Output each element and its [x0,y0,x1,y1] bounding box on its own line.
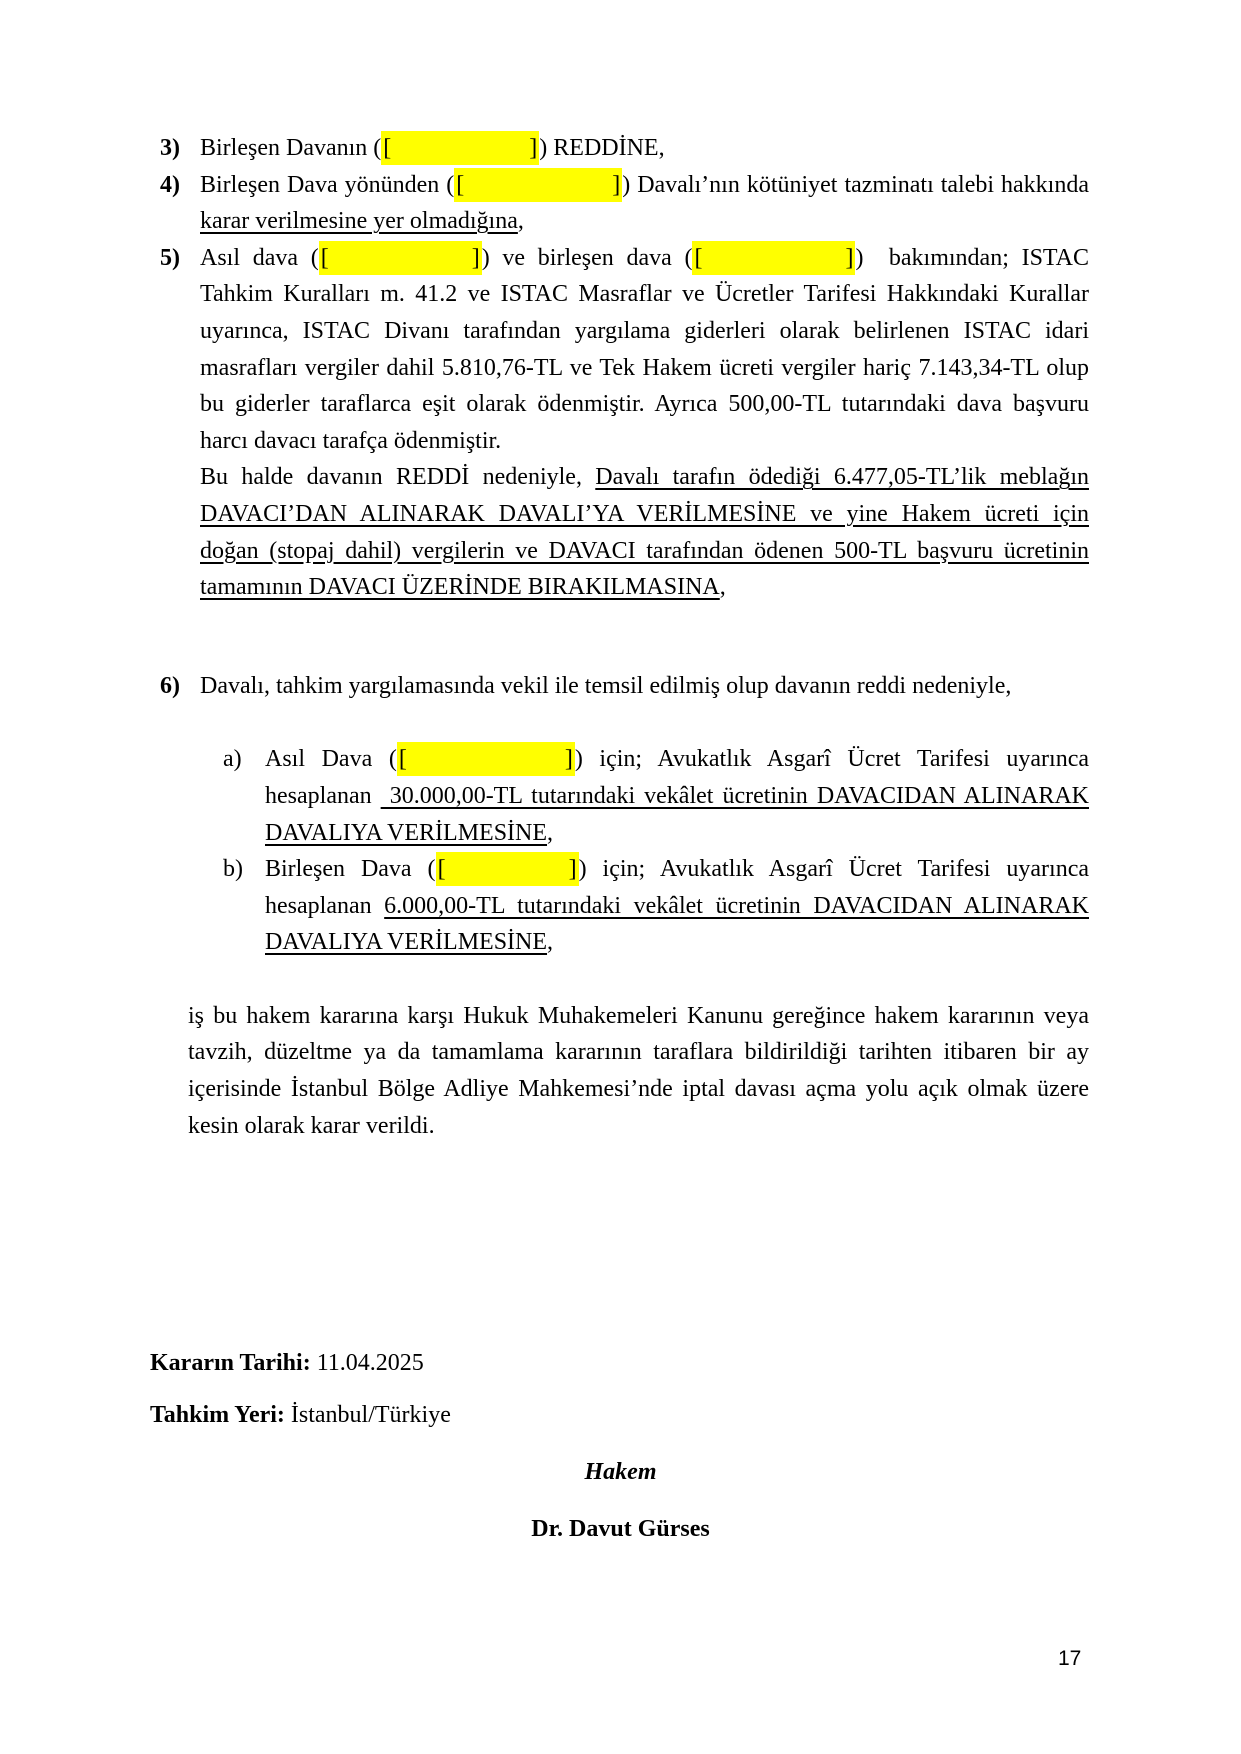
closing-paragraph: iş bu hakem kararına karşı Hukuk Muhakemeleri Kanunu gereğince hakem kararının veya tavzih, düzeltme ya da tamamlama kararının taraflara bildirildiği tarihten itibaren bir ay içerisinde İstanbul Bölge Adliye Mahkemesi’nde iptal davası açma yolu açık olmak üzere kesin olarak karar verildi. [188,1002,1089,1139]
sub-item-b-letter: b) [223,856,243,883]
redaction-open-bracket: [ [383,135,392,161]
redaction-highlight [454,168,622,202]
sub-item-b-pre: Birleşen Dava ( [265,856,436,883]
sub-item-a-letter: a) [223,746,242,773]
redaction-close-bracket: ] [564,746,573,773]
item-4-end: , [517,208,524,235]
sub-item-a-mid: ) için; Avukatlık Asgarî Ücret Tarifesi uyarınca hesaplanan [265,746,1089,809]
sub-item-b-mid: ) için; Avukatlık Asgarî Ücret Tarifesi uyarınca hesaplanan [265,856,1090,919]
sub-item-a-underlined-text: 30.000,00-TL tutarındaki vekâlet ücretinin DAVACIDAN ALINARAK DAVALIYA VERİLMESİNE [265,782,1089,846]
sub-item-a-pre: Asıl Dava ( [265,746,397,773]
redaction-open-bracket: [ [694,244,703,271]
item-6-number: 6) [160,672,180,699]
item-5-paragraph-2 [200,459,1089,605]
item-5-p2-end: , [719,574,726,601]
item-3-number: 3) [160,135,180,161]
redaction-close-bracket: ] [471,244,480,271]
redaction-open-bracket: [ [437,856,446,883]
arbitrator-title: Hakem [584,1459,657,1486]
sub-item-a-text [265,741,1089,851]
item-5-p1-post: ) bakımından; ISTAC Tahkim Kuralları m. 41.2 ve ISTAC Masraflar ve Ücretler Tarifesi Hakkındaki Kurallar uyarınca, ISTAC Divanı tarafından yargılama giderleri olarak belirlenen ISTAC idari masrafları vergiler dahil 5.810,76-TL ve Tek Hakem ücreti vergiler hariç 7.143,34-TL olup bu giderler taraflarca eşit olarak ödenmiştir. Ayrıca 500,00-TL tutarındaki dava başvuru harcı davacı tarafça ödenmiştir. [200,244,1089,454]
sub-item-a-end: , [547,819,554,846]
item-5-underlined-ruling: Davalı tarafın ödediği 6.477,05-TL’lik meblağın DAVACI’DAN ALINARAK DAVALI’YA VERİLMESİNE ve yine Hakem ücreti için doğan (stopaj dahil) vergilerin ve DAVACI tarafından ödenen 500-TL başvuru ücretinin tamamının DAVACI ÜZERİNDE BIRAKILMASINA [200,464,1089,601]
seat-value: İstanbul/Türkiye [290,1401,451,1428]
item-6-intro: Davalı, tahkim yargılamasında vekil ile temsil edilmiş olup davanın reddi nedeniyle, [200,672,1012,699]
page-number: 17 [1058,1647,1082,1670]
decision-date-value: 11.04.2025 [316,1350,424,1376]
redaction-highlight [381,131,539,165]
redaction-close-bracket: ] [845,244,854,271]
redaction-open-bracket: [ [456,171,465,198]
redaction-open-bracket: [ [398,746,407,773]
item-6-sublist [200,741,1089,961]
item-5-text [200,240,1089,606]
item-4-text [200,167,1089,240]
item-5-p2-pre: Bu halde davanın REDDİ nedeniyle, [200,464,596,491]
decision-date-line [150,1345,1091,1382]
redaction-highlight [319,241,482,275]
item-3-pre: Birleşen Davanın ( [200,135,382,161]
sub-item-b [223,851,1089,961]
redaction-close-bracket: ] [612,171,621,198]
item-5-p1-mid: ) ve birleşen dava ( [481,244,693,271]
sub-item-b-underlined-text: 6.000,00-TL tutarındaki vekâlet ücretinin DAVACIDAN ALINARAK DAVALIYA VERİLMESİNE [265,892,1089,956]
arbitrator-name: Dr. Davut Gürses [531,1515,710,1542]
item-3-post: ) REDDİNE, [539,135,665,161]
item-5-number: 5) [160,244,180,271]
item-4-mid: ) Davalı’nın kötüniyet tazminatı talebi hakkında [622,171,1089,198]
redaction-highlight [397,742,575,776]
item-4-number: 4) [160,171,180,198]
redaction-open-bracket: [ [320,244,329,271]
sub-item-b-text [265,851,1089,961]
redaction-close-bracket: ] [568,856,577,883]
redaction-highlight [692,241,855,275]
sub-item-b-end: , [547,929,554,956]
sub-item-a [223,741,1089,851]
decision-date-label: Kararın Tarihi: [150,1350,311,1376]
list-item-3 [160,130,1089,167]
item-3-text [200,130,1089,167]
redaction-close-bracket: ] [529,135,538,161]
seat-label: Tahkim Yeri: [150,1401,285,1428]
seat-line [150,1397,1091,1434]
item-5-p1-pre: Asıl dava ( [200,244,319,271]
list-item-5 [160,240,1089,606]
list-item-6 [160,668,1089,961]
list-item-4 [160,167,1089,240]
item-4-pre: Birleşen Dava yönünden ( [200,171,455,198]
redaction-highlight [436,852,579,886]
item-4-underlined-text: karar verilmesine yer olmadığına [200,208,518,235]
decision-footer [150,1345,1091,1547]
item-5-paragraph-1 [200,240,1089,460]
item-6-text [200,668,1089,961]
